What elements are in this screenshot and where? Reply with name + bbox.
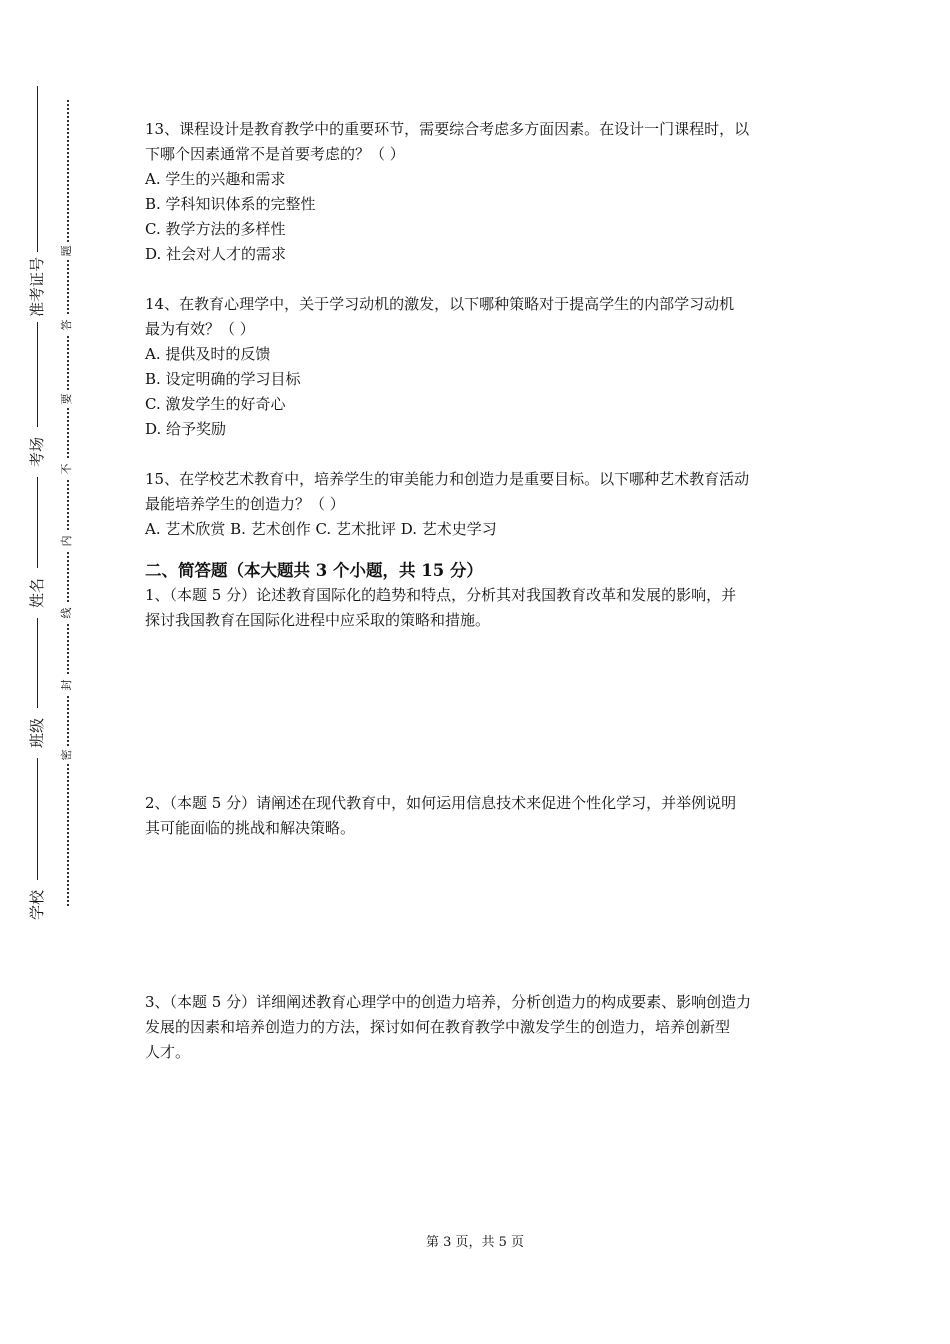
seal-char: 封	[58, 676, 76, 694]
seal-char: 要	[58, 390, 76, 408]
question-15	[145, 467, 813, 542]
option-b: B. 设定明确的学习目标	[145, 370, 301, 388]
seal-char: 题	[58, 242, 76, 260]
option-a: A. 学生的兴趣和需求	[145, 170, 286, 188]
page-footer: 第 3 页，共 5 页	[425, 1235, 525, 1250]
seal-char: 答	[58, 316, 76, 334]
label-exam-room: 考场	[22, 427, 52, 477]
short-answer-1-text: 探讨我国教育在国际化进程中应采取的策略和措施。	[145, 611, 491, 629]
question-text: 14、在教育心理学中，关于学习动机的激发，以下哪种策略对于提高学生的内部学习动机	[145, 295, 735, 313]
option-d: D. 给予奖励	[145, 420, 227, 438]
seal-char: 内	[58, 532, 76, 550]
question-text: 最能培养学生的创造力？（ ）	[145, 495, 345, 513]
option-c: C. 激发学生的好奇心	[145, 395, 286, 413]
short-answer-3-text: 发展的因素和培养创造力的方法，探讨如何在教育教学中激发学生的创造力，培养创新型	[145, 1018, 731, 1036]
question-text: 15、在学校艺术教育中，培养学生的审美能力和创造力是重要目标。以下哪种艺术教育活动	[145, 470, 750, 488]
binding-dotted-line	[67, 100, 69, 906]
short-answer-1-text: 1、（本题 5 分）论述教育国际化的趋势和特点，分析其对我国教育改革和发展的影响，并	[145, 586, 737, 604]
question-text: 下哪个因素通常不是首要考虑的？（ ）	[145, 145, 405, 163]
section-title: 二、简答题（本大题共 3 个小题，共 15 分）	[145, 561, 483, 580]
seal-char: 密	[58, 746, 76, 764]
short-answer-3	[145, 990, 813, 1065]
seal-char: 不	[58, 460, 76, 478]
option-c: C. 教学方法的多样性	[145, 220, 286, 238]
short-answer-2	[145, 791, 813, 841]
question-text: 13、课程设计是教育教学中的重要环节，需要综合考虑多方面因素。在设计一门课程时，以	[145, 120, 750, 138]
option-d: D. 社会对人才的需求	[145, 245, 287, 263]
seal-char: 线	[58, 604, 76, 622]
question-13	[145, 117, 813, 267]
short-answer-3-text: 人才。	[145, 1043, 191, 1061]
binding-solid-line	[37, 86, 38, 920]
label-class: 班级	[22, 708, 52, 758]
short-answer-2-text: 其可能面临的挑战和解决策略。	[145, 819, 356, 837]
label-exam-id: 准考证号	[22, 252, 52, 322]
label-name: 姓名	[22, 568, 52, 618]
option-b: B. 学科知识体系的完整性	[145, 195, 316, 213]
question-list	[145, 117, 813, 633]
label-school: 学校	[22, 880, 52, 930]
short-answer-2-text: 2、（本题 5 分）请阐述在现代教育中，如何运用信息技术来促进个性化学习，并举例说明	[145, 794, 737, 812]
option-a: A. 提供及时的反馈	[145, 345, 271, 363]
question-text: 最为有效？（ ）	[145, 320, 255, 338]
question-14	[145, 292, 813, 442]
options-inline: A. 艺术欣赏 B. 艺术创作 C. 艺术批评 D. 艺术史学习	[145, 520, 497, 538]
short-answer-3-text: 3、（本题 5 分）详细阐述教育心理学中的创造力培养，分析创造力的构成要素、影响创造力	[145, 993, 752, 1011]
